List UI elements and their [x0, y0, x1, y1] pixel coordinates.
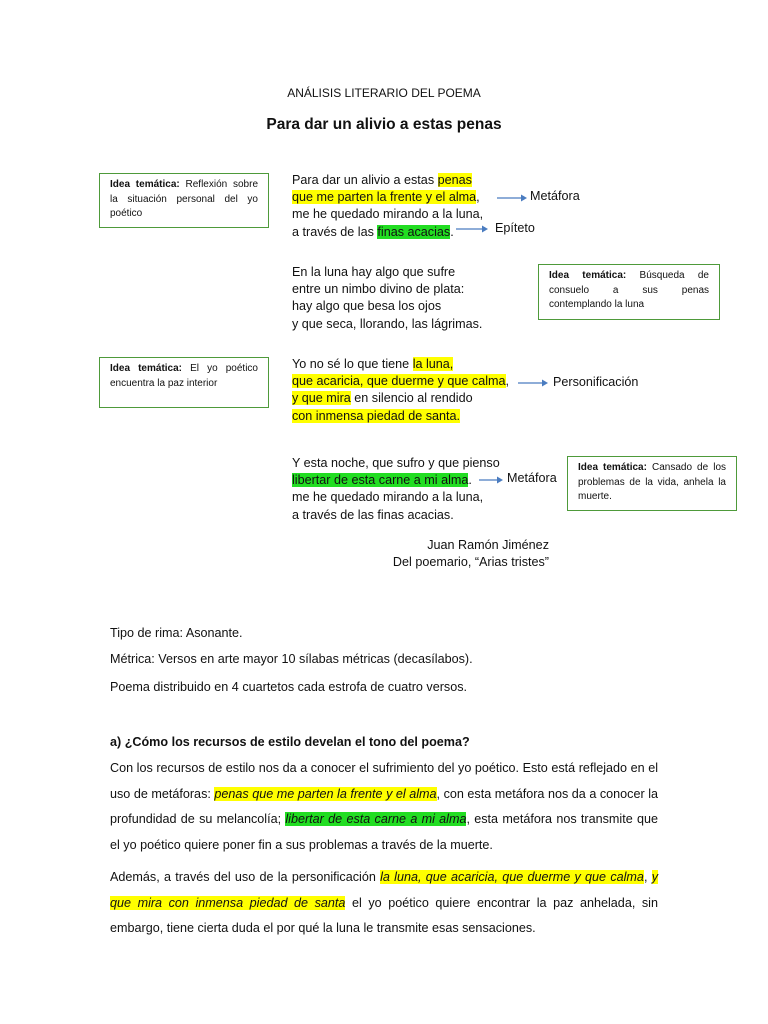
verse: a través de las finas acacias.: [292, 224, 454, 239]
verse: y que mira en silencio al rendido: [292, 391, 473, 406]
verse: Para dar un alivio a estas penas: [292, 173, 472, 187]
idea-label: Idea temática:: [578, 462, 647, 473]
idea-text: Cansado de los problemas de la vida, anhela la muerte.: [578, 462, 726, 502]
analysis-paragraph-1: Con los recursos de estilo nos da a conocer el sufrimiento del yo poético. Esto está reflejado en el uso de metáforas: penas que me parten la frente y el alma, con esta metáfora nos da a conocer la profundidad de su melancolía; libertar de esta carne a mi alma, esta metáfora nos transmite que el yo poético quiere poner fin a sus problemas a través de la muerte.: [110, 761, 658, 852]
idea-label: Idea temática:: [549, 270, 627, 281]
author-source: Del poemario, “Arias tristes”: [392, 555, 549, 569]
stanza-2: [292, 264, 482, 333]
analysis-paragraph-2: Además, a través del uso de la personificación la luna, que acaricia, que duerme y que calma, y que mira con inmensa piedad de santa el yo poético quiere encontrar la paz anhelada, sin embargo, tiene cierta duda el por qué la luna le transmite esas sensaciones.: [110, 870, 659, 935]
verse: y que seca, llorando, las lágrimas.: [292, 316, 483, 331]
stanza-3: [292, 356, 509, 425]
metrics: Métrica: Versos en arte mayor 10 sílabas métricas (decasílabos).: [110, 652, 473, 666]
poem-title: Para dar un alivio a estas penas: [266, 116, 502, 133]
arrow-right-icon: [497, 193, 527, 203]
author-name: Juan Ramón Jiménez: [427, 538, 549, 552]
idea-text: Búsqueda de consuelo a sus penas contemplando la luna: [549, 270, 709, 310]
arrow-right-icon: [456, 224, 488, 234]
stanza-4: [292, 455, 500, 524]
question-a: a) ¿Cómo los recursos de estilo develan el tono del poema?: [110, 735, 470, 749]
stanza-distribution: Poema distribuido en 4 cuartetos cada estrofa de cuatro versos.: [110, 680, 468, 694]
verse: me he quedado mirando a la luna,: [292, 490, 484, 505]
figure-label-metafora: Metáfora: [530, 189, 580, 203]
figure-label-epiteto: Epíteto: [495, 221, 535, 235]
idea-label: Idea temática:: [110, 179, 180, 190]
arrow-right-icon: [479, 475, 503, 485]
idea-box-2: [538, 264, 720, 320]
figure-label-metafora-2: Metáfora: [507, 471, 557, 485]
verse: que acaricia, que duerme y que calma,: [292, 374, 510, 389]
idea-label: Idea temática:: [110, 363, 183, 374]
verse: Yo no sé lo que tiene la luna,: [292, 357, 454, 371]
figure-label-personificacion: Personificación: [553, 375, 639, 389]
rhyme-type: Tipo de rima: Asonante.: [110, 626, 243, 640]
verse: hay algo que besa los ojos: [292, 299, 442, 314]
verse: libertar de esta carne a mi alma.: [292, 473, 472, 488]
idea-box-3: [99, 357, 269, 408]
stanza-1: [292, 172, 483, 241]
verse: que me parten la frente y el alma,: [292, 190, 480, 205]
verse: con inmensa piedad de santa.: [292, 408, 461, 423]
verse: me he quedado mirando a la luna,: [292, 207, 484, 222]
verse: a través de las finas acacias.: [292, 507, 454, 522]
idea-box-1: [99, 173, 269, 228]
idea-text: Reflexión sobre la situación personal del yo poético: [110, 179, 259, 219]
verse: entre un nimbo divino de plata:: [292, 282, 465, 297]
author-block: [300, 537, 549, 571]
arrow-right-icon: [518, 378, 548, 388]
verse: Y esta noche, que sufro y que pienso: [292, 456, 500, 470]
verse: En la luna hay algo que sufre: [292, 265, 456, 279]
idea-text: El yo poético encuentra la paz interior: [110, 363, 258, 389]
document-title: ANÁLISIS LITERARIO DEL POEMA: [287, 86, 481, 100]
idea-box-4: [567, 456, 737, 511]
